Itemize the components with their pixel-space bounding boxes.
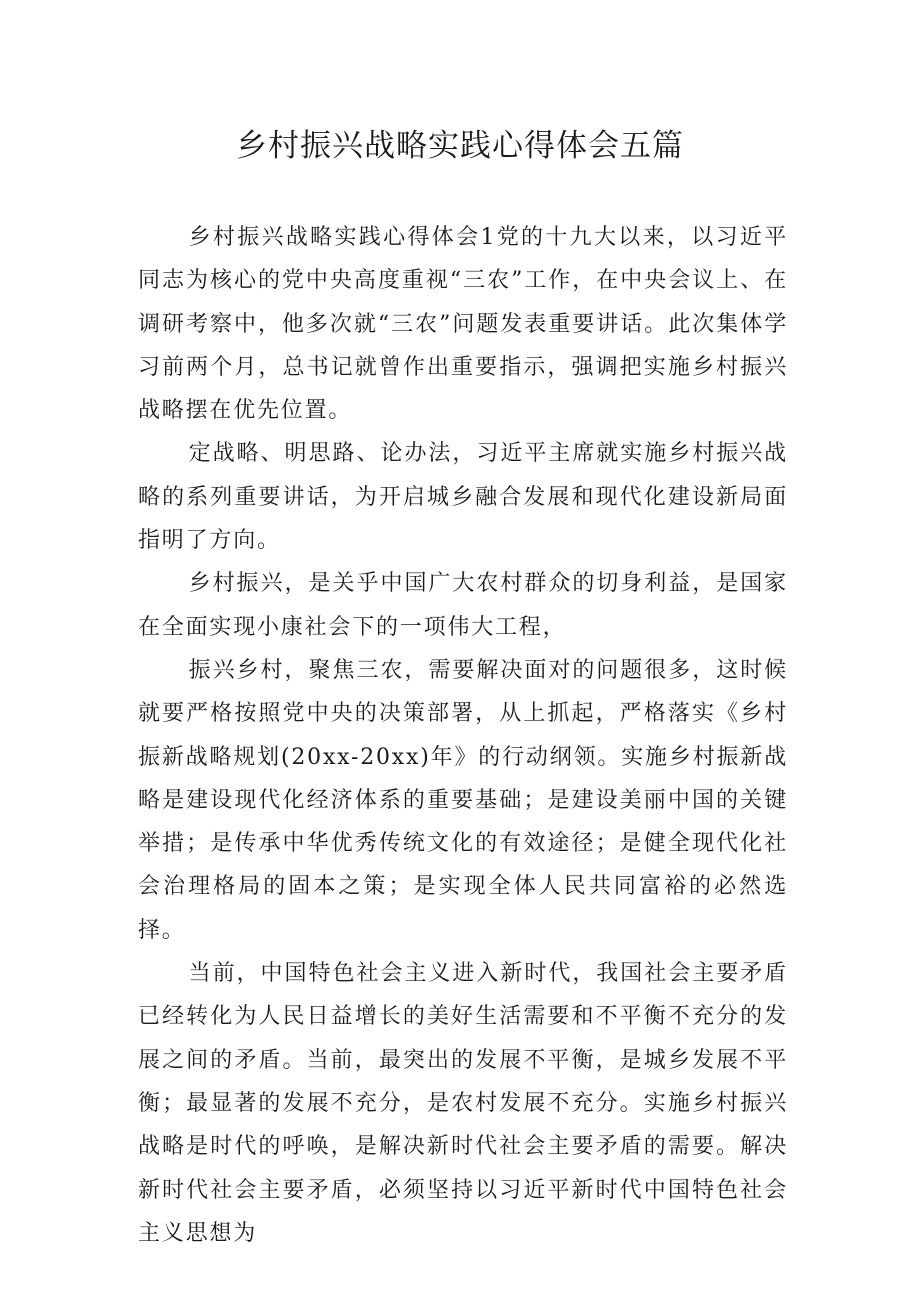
- paragraph-3: 乡村振兴，是关乎中国广大农村群众的切身利益，是国家在全面实现小康社会下的一项伟大工程，: [138, 571, 788, 640]
- paragraph-5: 当前，中国特色社会主义进入新时代，我国社会主要矛盾已经转化为人民日益增长的美好生活需要和不平衡不充分的发展之间的矛盾。当前，最突出的发展不平衡，是城乡发展不平衡；最显著的发展不充分，是农村发展不充分。实施乡村振兴战略是时代的呼唤，是解决新时代社会主要矛盾的需要。解决新时代社会主要矛盾，必须坚持以习近平新时代中国特色社会主义思想为: [138, 961, 788, 1246]
- paragraph-1: 乡村振兴战略实践心得体会1党的十九大以来，以习近平同志为核心的党中央高度重视“三农”工作，在中央会议上、在调研考察中，他多次就“三农”问题发表重要讲话。此次集体学习前两个月，总书记就曾作出重要指示，强调把实施乡村振兴战略摆在优先位置。: [138, 225, 788, 424]
- document-title: 乡村振兴战略实践心得体会五篇: [236, 128, 684, 164]
- paragraph-4: 振兴乡村，聚焦三农，需要解决面对的问题很多，这时候就要严格按照党中央的决策部署，从上抓起，严格落实《乡村振新战略规划(20xx-20xx)年》的行动纲领。实施乡村振新战略是建设现代化经济体系的重要基础；是建设美丽中国的关键举措；是传承中华优秀传统文化的有效途径；是健全现代化社会治理格局的固本之策；是实现全体人民共同富裕的必然选择。: [138, 657, 788, 943]
- document-body: [138, 216, 788, 1255]
- paragraph-2: 定战略、明思路、论办法，习近平主席就实施乡村振兴战略的系列重要讲话，为开启城乡融合发展和现代化建设新局面指明了方向。: [138, 441, 788, 554]
